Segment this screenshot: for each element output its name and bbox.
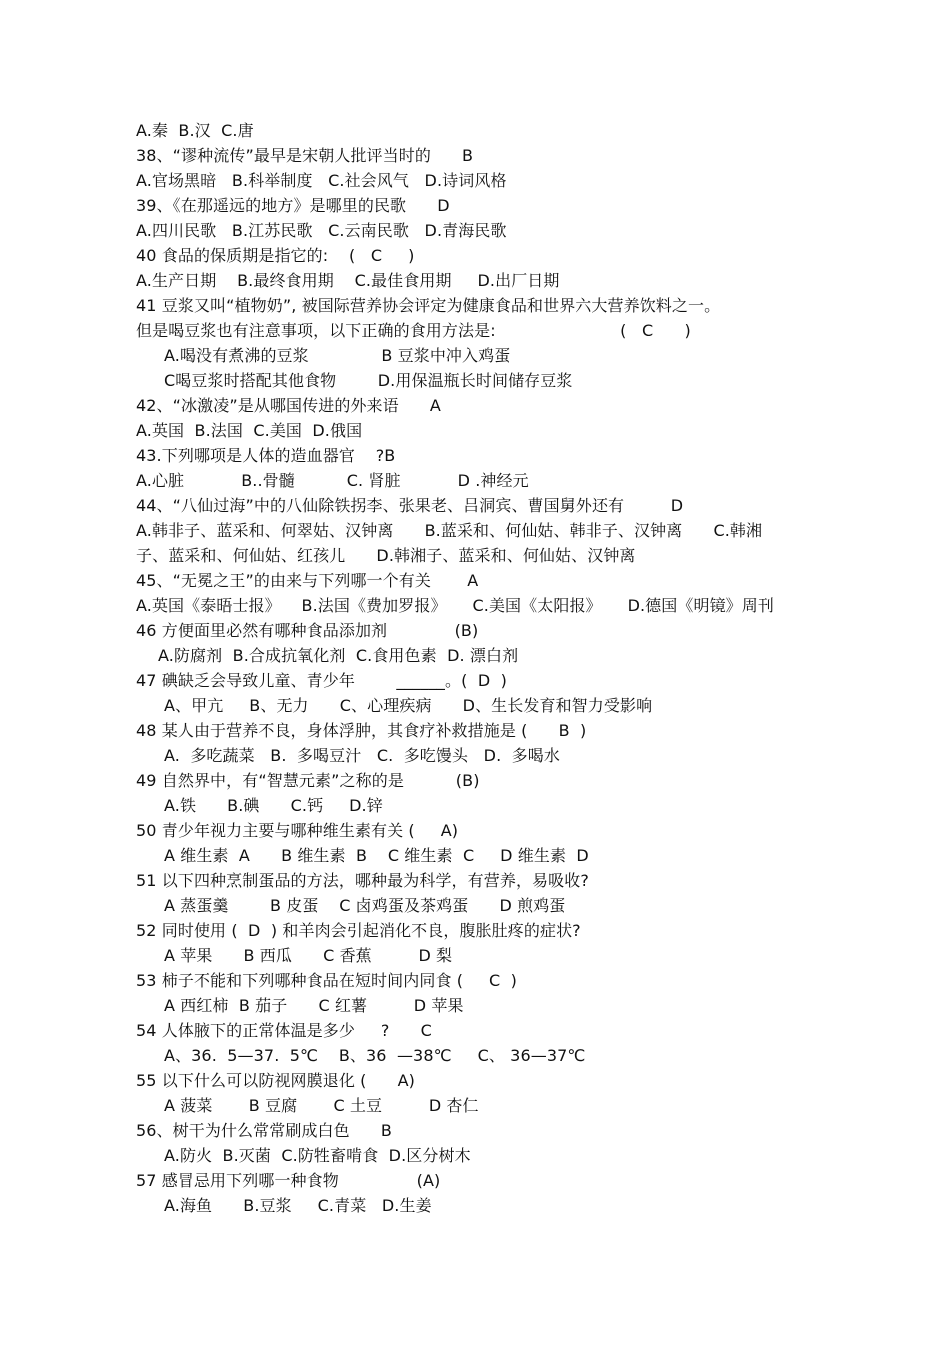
quiz-content: [136, 118, 826, 1218]
answer-options-42: A.英国 B.法国 C.美国 D.俄国: [136, 421, 363, 440]
question-46: 46 方便面里必然有哪种食品添加剂 (B): [136, 621, 479, 640]
question-47: 47 碘缺乏会导致儿童、青少年 ______。( D ): [136, 671, 507, 690]
answer-options-56: A.防火 B.灭菌 C.防牲畜啃食 D.区分树木: [164, 1146, 471, 1165]
answer-options-38: A.官场黑暗 B.科举制度 C.社会风气 D.诗词风格: [136, 171, 507, 190]
answer-options-53: A 西红柿 B 茄子 C 红薯 D 苹果: [164, 996, 464, 1015]
answer-options-47: A、甲亢 B、无力 C、心理疾病 D、生长发育和智力受影响: [164, 696, 653, 715]
answer-options-54: A、36. 5—37. 5℃ B、36 —38℃ C、 36—37℃: [164, 1046, 586, 1065]
question-43: 43.下列哪项是人体的造血器官 ?B: [136, 446, 396, 465]
answer-options-37: A.秦 B.汉 C.唐: [136, 121, 254, 140]
question-53: 53 柿子不能和下列哪种食品在短时间内同食 ( C ): [136, 971, 517, 990]
answer-options-48: A. 多吃蔬菜 B. 多喝豆汁 C. 多吃馒头 D. 多喝水: [164, 746, 560, 765]
question-49: 49 自然界中，有“智慧元素”之称的是 (B): [136, 771, 480, 790]
question-48: 48 某人由于营养不良，身体浮肿，其食疗补救措施是 ( B ): [136, 721, 587, 740]
question-39: 39、《在那遥远的地方》是哪里的民歌 D: [136, 196, 450, 215]
question-56: 56、树干为什么常常刷成白色 B: [136, 1121, 392, 1140]
answer-options-41-ab: A.喝没有煮沸的豆浆 B 豆浆中冲入鸡蛋: [164, 346, 511, 365]
question-44: 44、“八仙过海”中的八仙除铁拐李、张果老、吕洞宾、曹国舅外还有 D: [136, 496, 684, 515]
answer-options-45: A.英国《泰晤士报》 B.法国《费加罗报》 C.美国《太阳报》 D.德国《明镜》周刊: [136, 596, 774, 615]
question-41-line2: 但是喝豆浆也有注意事项，以下正确的食用方法是: ( C ): [136, 321, 691, 340]
answer-options-52: A 苹果 B 西瓜 C 香蕉 D 梨: [164, 946, 453, 965]
answer-options-55: A 菠菜 B 豆腐 C 土豆 D 杏仁: [164, 1096, 479, 1115]
answer-options-44-line2: 子、蓝采和、何仙姑、红孩儿 D.韩湘子、蓝采和、何仙姑、汉钟离: [136, 546, 636, 565]
answer-options-57: A.海鱼 B.豆浆 C.青菜 D.生姜: [164, 1196, 432, 1215]
question-41-line1: 41 豆浆又叫“植物奶”, 被国际营养协会评定为健康食品和世界六大营养饮料之一。: [136, 296, 721, 315]
question-52: 52 同时使用 ( D ) 和羊肉会引起消化不良，腹胀肚疼的症状?: [136, 921, 581, 940]
answer-options-46: A.防腐剂 B.合成抗氧化剂 C.食用色素 D. 漂白剂: [158, 646, 519, 665]
answer-options-49: A.铁 B.碘 C.钙 D.锌: [164, 796, 383, 815]
question-54: 54 人体腋下的正常体温是多少 ? C: [136, 1021, 432, 1040]
question-38: 38、“谬种流传”最早是宋朝人批评当时的 B: [136, 146, 474, 165]
answer-options-44-line1: A.韩非子、蓝采和、何翠姑、汉钟离 B.蓝采和、何仙姑、韩非子、汉钟离 C.韩湘: [136, 521, 763, 540]
answer-options-40: A.生产日期 B.最终食用期 C.最佳食用期 D.出厂日期: [136, 271, 560, 290]
answer-options-41-cd: C喝豆浆时搭配其他食物 D.用保温瓶长时间储存豆浆: [164, 371, 573, 390]
answer-options-50: A 维生素 A B 维生素 B C 维生素 C D 维生素 D: [164, 846, 589, 865]
question-55: 55 以下什么可以防视网膜退化 ( A): [136, 1071, 415, 1090]
question-51: 51 以下四种烹制蛋品的方法，哪种最为科学，有营养，易吸收?: [136, 871, 589, 890]
question-50: 50 青少年视力主要与哪种维生素有关 ( A): [136, 821, 459, 840]
question-40: 40 食品的保质期是指它的: ( C ): [136, 246, 415, 265]
answer-options-39: A.四川民歌 B.江苏民歌 C.云南民歌 D.青海民歌: [136, 221, 507, 240]
question-42: 42、“冰激凌”是从哪国传进的外来语 A: [136, 396, 441, 415]
answer-options-43: A.心脏 B..骨髓 C. 肾脏 D .神经元: [136, 471, 529, 490]
answer-options-51: A 蒸蛋羹 B 皮蛋 C 卤鸡蛋及茶鸡蛋 D 煎鸡蛋: [164, 896, 566, 915]
question-57: 57 感冒忌用下列哪一种食物 (A): [136, 1171, 441, 1190]
question-45: 45、“无冕之王”的由来与下列哪一个有关 A: [136, 571, 479, 590]
